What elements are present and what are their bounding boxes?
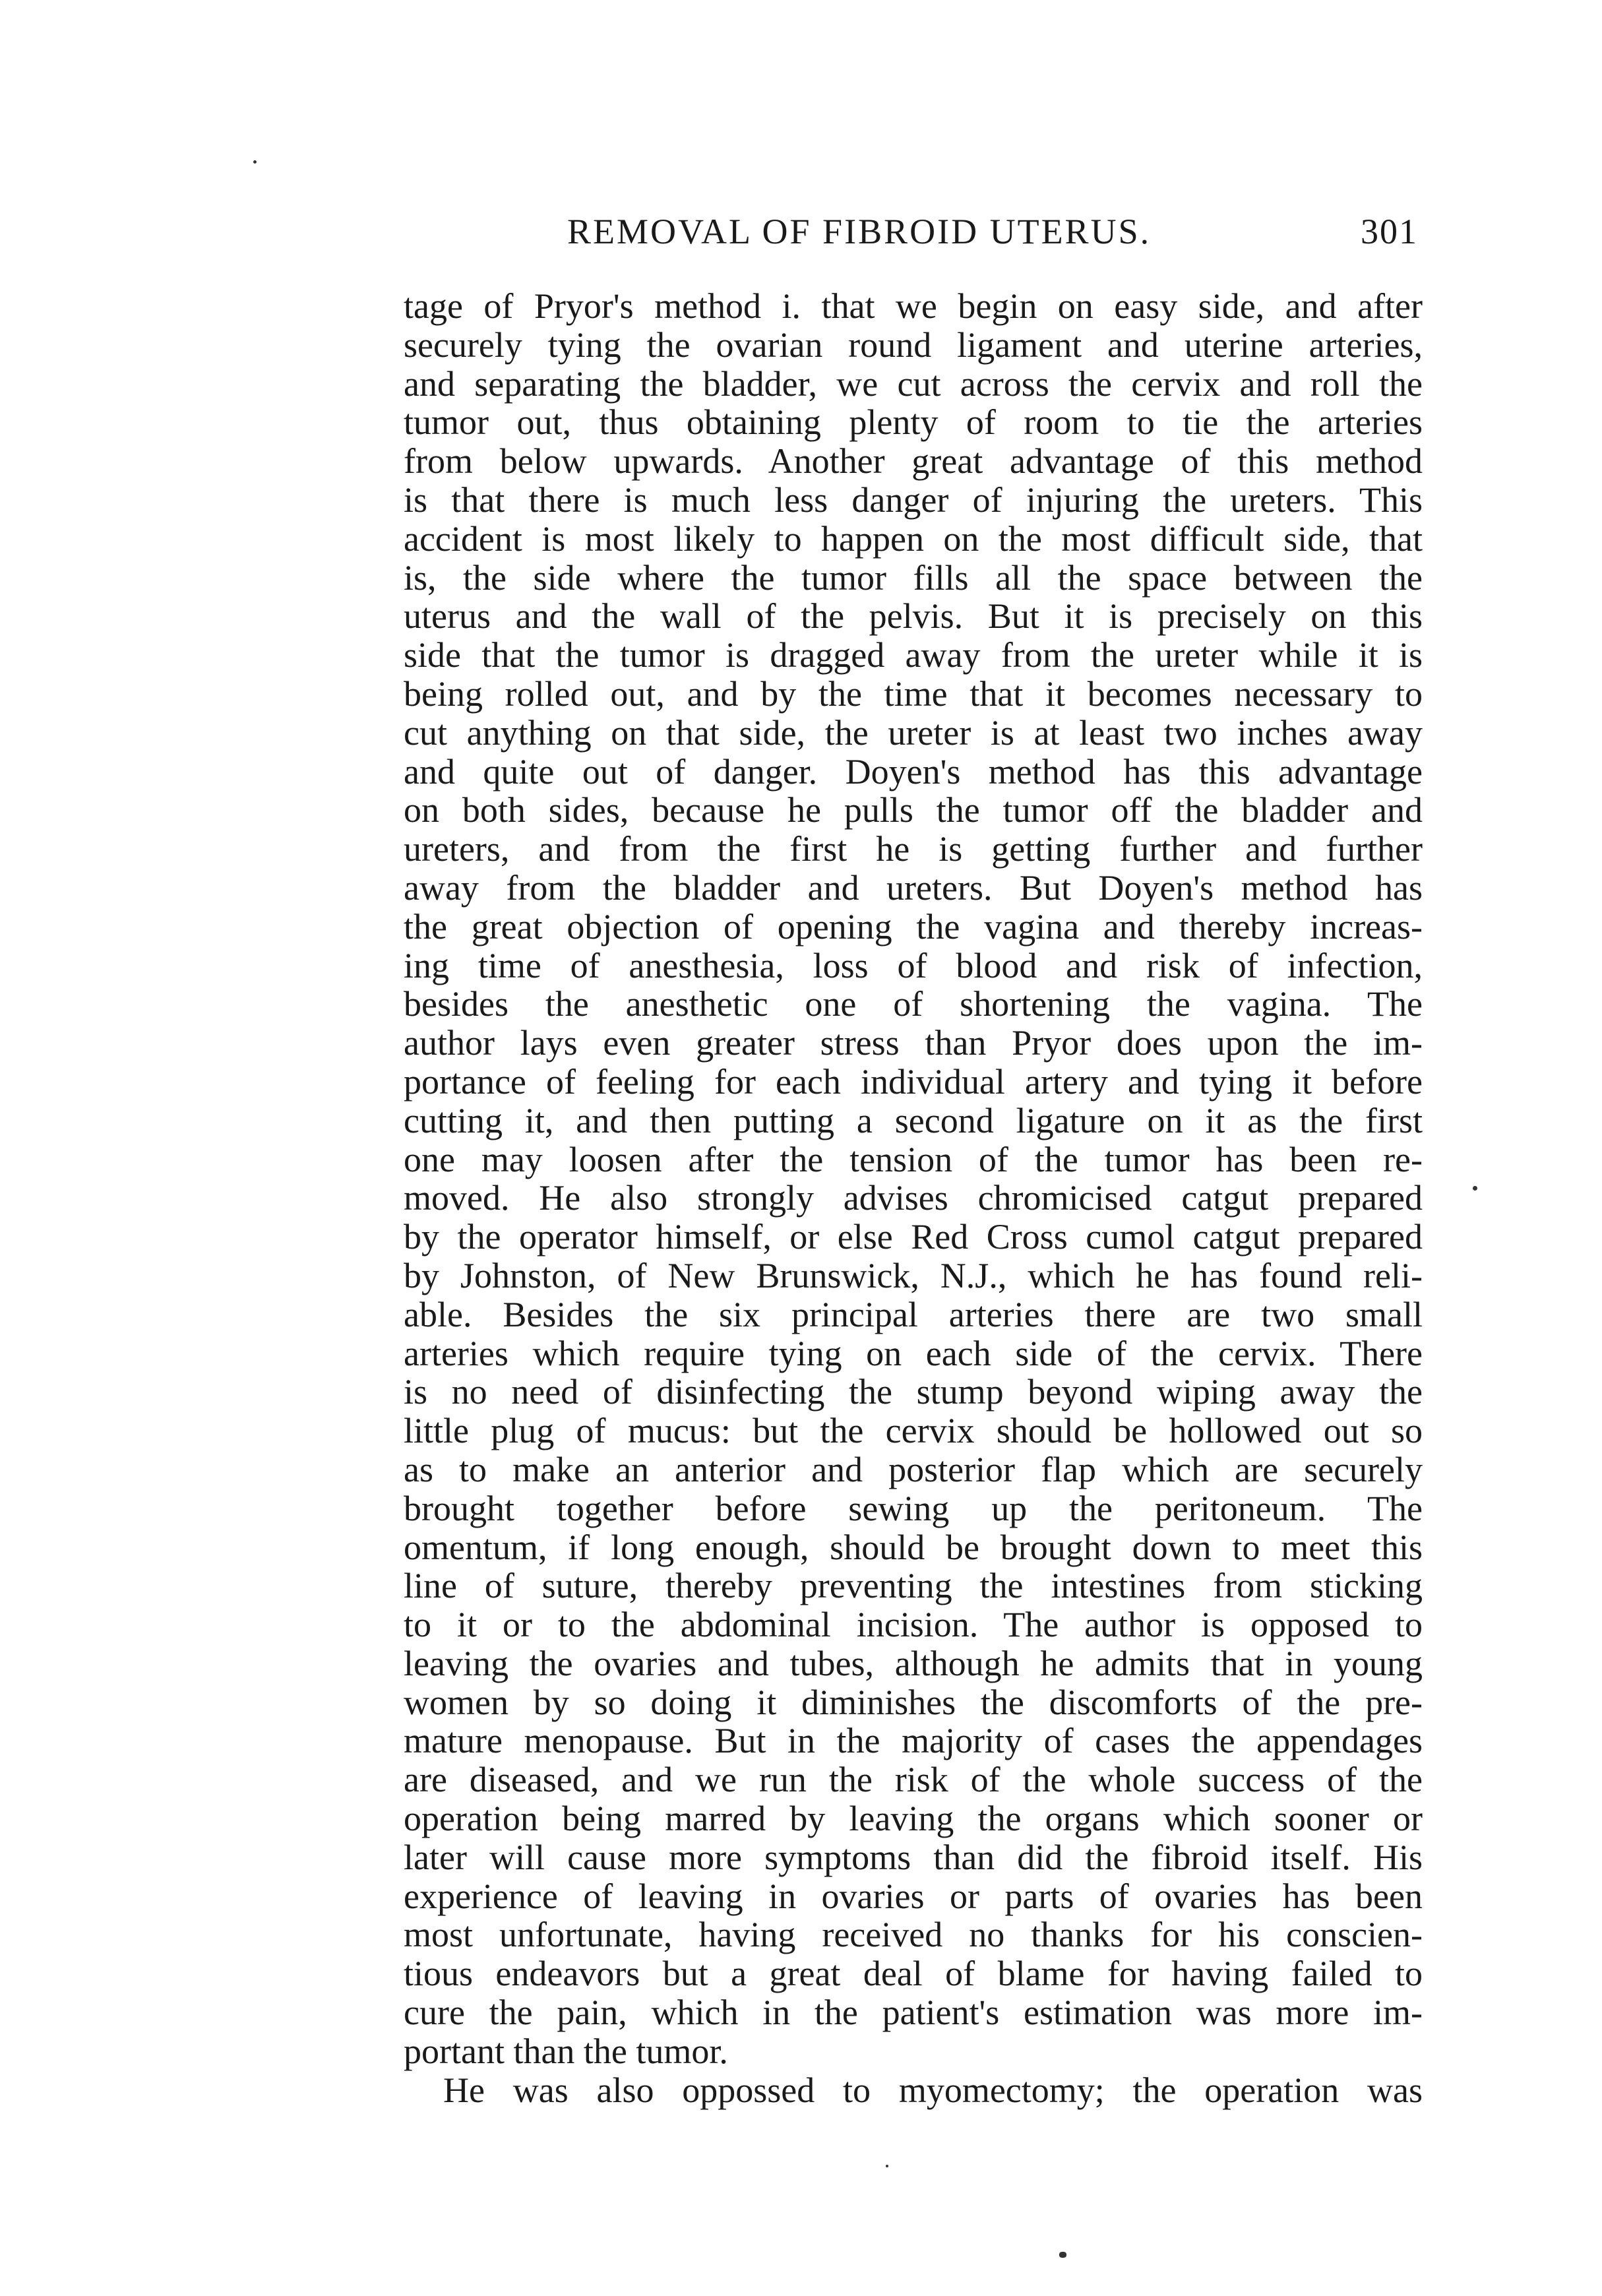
text-line: little plug of mucus: but the cervix should be hollowed out so (404, 1411, 1423, 1451)
text-line: ing time of anesthesia, loss of blood and risk of infection, (404, 945, 1423, 985)
text-line: by the operator himself, or else Red Cross cumol catgut prepared (404, 1217, 1423, 1257)
text-line: women by so doing it diminishes the discomforts of the pre- (404, 1682, 1423, 1722)
text-line: are diseased, and we run the risk of the whole success of the (404, 1760, 1423, 1800)
text-line: besides the anesthetic one of shortening the vagina. The (404, 984, 1423, 1024)
text-line: away from the bladder and ureters. But Doyen's method has (404, 867, 1423, 908)
text-line: tumor out, thus obtaining plenty of room to tie the arteries (404, 402, 1423, 443)
text-line: tage of Pryor's method i. that we begin on easy side, and after (404, 286, 1423, 326)
text-line: as to make an anterior and posterior flap which are securely (404, 1449, 1423, 1489)
text-line: from below upwards. Another great advantage of this method (404, 441, 1423, 481)
text-line: cut anything on that side, the ureter is at least two inches away (404, 712, 1423, 753)
text-line: ureters, and from the first he is getting further and further (404, 829, 1423, 869)
text-line: side that the tumor is dragged away from the ureter while it is (404, 635, 1423, 675)
text-line: by Johnston, of New Brunswick, N.J., which he has found reli- (404, 1255, 1423, 1295)
text-line: being rolled out, and by the time that it becomes necessary to (404, 673, 1423, 714)
text-line: cutting it, and then putting a second ligature on it as the first (404, 1100, 1423, 1140)
scan-speck (886, 2165, 888, 2167)
text-line: is, the side where the tumor fills all the space between the (404, 557, 1423, 598)
text-line: most unfortunate, having received no thanks for his conscien- (404, 1915, 1423, 1955)
text-line: brought together before sewing up the peritoneum. The (404, 1488, 1423, 1528)
text-line: operation being marred by leaving the organs which sooner or (404, 1799, 1423, 1839)
body-text (404, 287, 1423, 2109)
text-line: line of suture, thereby preventing the intestines from sticking (404, 1566, 1423, 1606)
running-head-title: REMOVAL OF FIBROID UTERUS. (567, 212, 1152, 251)
text-line: experience of leaving in ovaries or parts of ovaries has been (404, 1876, 1423, 1916)
text-line: able. Besides the six principal arteries there are two small (404, 1294, 1423, 1334)
text-line: on both sides, because he pulls the tumor off the bladder and (404, 790, 1423, 830)
text-line: and separating the bladder, we cut across the cervix and roll the (404, 363, 1423, 404)
text-line: the great objection of opening the vagina and thereby increas- (404, 906, 1423, 946)
text-line: is that there is much less danger of injuring the ureters. This (404, 480, 1423, 520)
text-line: cure the pain, which in the patient's estimation was more im- (404, 1993, 1423, 2033)
text-line: tious endeavors but a great deal of blame for having failed to (404, 1954, 1423, 1994)
text-line: leaving the ovaries and tubes, although he admits that in young (404, 1643, 1423, 1683)
page-number: 301 (1361, 212, 1418, 251)
scan-speck (1473, 1186, 1477, 1191)
text-line: one may loosen after the tension of the tumor has been re- (404, 1139, 1423, 1179)
text-line: He was also oppossed to myomectomy; the operation was (443, 2070, 1423, 2110)
text-line: moved. He also strongly advises chromicised catgut prepared (404, 1178, 1423, 1218)
scan-speck (1059, 2252, 1066, 2258)
text-line: omentum, if long enough, should be brought down to meet this (404, 1527, 1423, 1567)
text-line: later will cause more symptoms than did the fibroid itself. His (404, 1837, 1423, 1877)
text-line: is no need of disinfecting the stump beyond wiping away the (404, 1372, 1423, 1412)
text-line: arteries which require tying on each side of the cervix. There (404, 1333, 1423, 1373)
text-line: and quite out of danger. Doyen's method has this advantage (404, 751, 1423, 791)
text-line: accident is most likely to happen on the most difficult side, that (404, 518, 1423, 559)
running-head (567, 211, 1418, 264)
text-line: uterus and the wall of the pelvis. But it is precisely on this (404, 596, 1423, 636)
text-line: to it or to the abdominal incision. The author is opposed to (404, 1605, 1423, 1645)
text-line: securely tying the ovarian round ligament and uterine arteries, (404, 325, 1423, 365)
text-line: author lays even greater stress than Pryor does upon the im- (404, 1023, 1423, 1063)
text-line: mature menopause. But in the majority of cases the appendages (404, 1721, 1423, 1761)
text-line: portance of feeling for each individual artery and tying it before (404, 1061, 1423, 1101)
scan-speck (253, 160, 257, 164)
text-line: portant than the tumor. (404, 2031, 728, 2071)
